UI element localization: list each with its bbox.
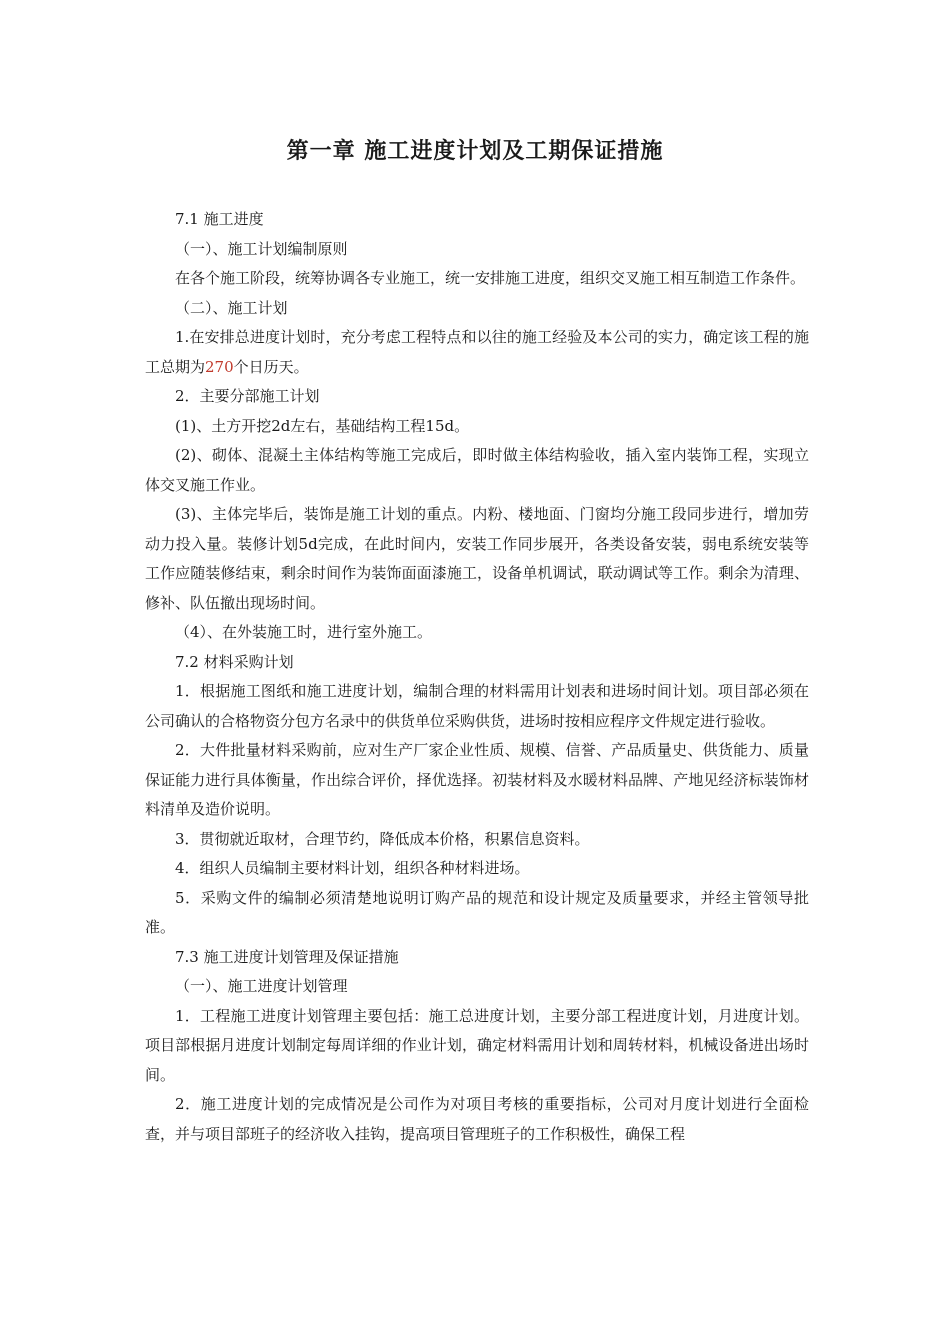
section-heading: 7.1 施工进度 xyxy=(175,210,264,228)
paragraph: 2．施工进度计划的完成情况是公司作为对项目考核的重要指标，公司对月度计划进行全面检查，并与项目部班子的经济收入挂钩，提高项目管理班子的工作积极性，确保工程 xyxy=(145,1095,809,1143)
paragraph: 1．工程施工进度计划管理主要包括：施工总进度计划，主要分部工程进度计划，月进度计划。项目部根据月进度计划制定每周详细的作业计划，确定材料需用计划和周转材料，机械设备进出场时间。 xyxy=(145,1006,809,1084)
paragraph: 4．组织人员编制主要材料计划，组织各种材料进场。 xyxy=(175,859,530,877)
document-body xyxy=(145,205,809,1149)
paragraph: 2．主要分部施工计划 xyxy=(175,387,320,405)
paragraph-text: 1.在安排总进度计划时，充分考虑工程特点和以往的施工经验及本公司的实力，确定该工程的施工总期为 xyxy=(145,328,809,376)
paragraph: 1．根据施工图纸和施工进度计划，编制合理的材料需用计划表和进场时间计划。项目部必须在公司确认的合格物资分包方名录中的供货单位采购供货，进场时按相应程序文件规定进行验收。 xyxy=(145,682,809,730)
chapter-title: 第一章 施工进度计划及工期保证措施 xyxy=(286,139,664,164)
subsection-heading: （一）、施工计划编制原则 xyxy=(175,239,348,258)
paragraph: 5．采购文件的编制必须清楚地说明订购产品的规范和设计规定及质量要求，并经主管领导批准。 xyxy=(145,888,809,936)
paragraph: (3)、主体完毕后，装饰是施工计划的重点。内粉、楼地面、门窗均分施工段同步进行，增加劳动力投入量。装修计划5d完成，在此时间内，安装工作同步展开，各类设备安装，弱电系统安装等工作应随装修结束，剩余时间作为装饰面面漆施工，设备单机调试，联动调试等工作。剩余为清理、修补、队伍撤出现场时间。 xyxy=(145,505,809,612)
paragraph: 2．大件批量材料采购前，应对生产厂家企业性质、规模、信誉、产品质量史、供货能力、质量保证能力进行具体衡量，作出综合评价，择优选择。初装材料及水暖材料品牌、产地见经济标装饰材料清单及造价说明。 xyxy=(145,741,809,818)
section-heading: 7.2 材料采购计划 xyxy=(175,652,294,671)
paragraph: 在各个施工阶段，统筹协调各专业施工，统一安排施工进度，组织交叉施工相互制造工作条件。 xyxy=(175,269,806,287)
paragraph: 3．贯彻就近取材，合理节约，降低成本价格，积累信息资料。 xyxy=(175,829,590,848)
subsection-heading: （二）、施工计划 xyxy=(175,298,288,317)
paragraph: （4）、在外装施工时，进行室外施工。 xyxy=(175,623,433,641)
total-days-value: 270 xyxy=(205,357,234,376)
paragraph: (1)、土方开挖2d左右，基础结构工程15d。 xyxy=(175,416,470,435)
subsection-heading: （一）、施工进度计划管理 xyxy=(175,977,348,995)
paragraph-text: 个日历天。 xyxy=(233,357,309,376)
paragraph: (2)、砌体、混凝土主体结构等施工完成后，即时做主体结构验收，插入室内装饰工程，实现立体交叉施工作业。 xyxy=(145,446,809,494)
paragraph xyxy=(145,323,809,382)
section-heading: 7.3 施工进度计划管理及保证措施 xyxy=(175,947,399,966)
